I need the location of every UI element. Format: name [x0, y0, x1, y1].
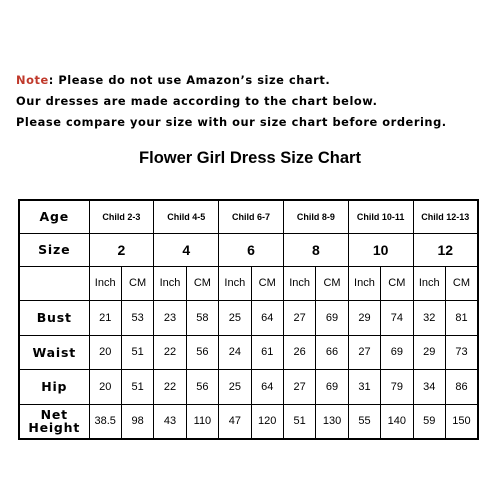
- height-inch: 59: [413, 404, 445, 439]
- unit-cm: CM: [445, 266, 478, 300]
- unit-inch: Inch: [219, 266, 251, 300]
- waist-cm: 51: [121, 335, 153, 369]
- size-cell: 4: [154, 233, 219, 266]
- height-header-line-1: Net: [40, 407, 68, 423]
- unit-cm: CM: [186, 266, 218, 300]
- waist-cm: 73: [445, 335, 478, 369]
- chart-title: Flower Girl Dress Size Chart: [139, 149, 361, 167]
- height-cm: 140: [381, 404, 413, 439]
- bust-cm: 81: [445, 300, 478, 335]
- unit-row-blank: [19, 266, 89, 300]
- size-cell: 8: [283, 233, 348, 266]
- height-cm: 98: [121, 404, 153, 439]
- size-cell: 12: [413, 233, 478, 266]
- hip-cm: 51: [121, 369, 153, 404]
- hip-inch: 31: [348, 369, 380, 404]
- hip-inch: 25: [219, 369, 251, 404]
- waist-inch: 26: [283, 335, 315, 369]
- height-cm: 110: [186, 404, 218, 439]
- unit-cm: CM: [381, 266, 413, 300]
- note-block: [16, 70, 486, 133]
- age-cell: Child 4-5: [154, 200, 219, 233]
- height-inch: 47: [219, 404, 251, 439]
- height-cm: 130: [316, 404, 348, 439]
- note-line-2: Our dresses are made according to the chart below.: [16, 94, 378, 108]
- waist-inch: 27: [348, 335, 380, 369]
- hip-inch: 22: [154, 369, 186, 404]
- age-header: Age: [19, 200, 89, 233]
- bust-inch: 29: [348, 300, 380, 335]
- unit-cm: CM: [121, 266, 153, 300]
- hip-row: [19, 369, 478, 404]
- hip-cm: 64: [251, 369, 283, 404]
- height-inch: 51: [283, 404, 315, 439]
- unit-inch: Inch: [283, 266, 315, 300]
- waist-cm: 69: [381, 335, 413, 369]
- unit-cm: CM: [251, 266, 283, 300]
- hip-cm: 56: [186, 369, 218, 404]
- waist-inch: 20: [89, 335, 121, 369]
- hip-inch: 27: [283, 369, 315, 404]
- size-cell: 10: [348, 233, 413, 266]
- waist-cm: 66: [316, 335, 348, 369]
- size-cell: 2: [89, 233, 154, 266]
- waist-cm: 61: [251, 335, 283, 369]
- note-line-1: [16, 70, 486, 91]
- size-row: [19, 233, 478, 266]
- unit-inch: Inch: [348, 266, 380, 300]
- hip-cm: 69: [316, 369, 348, 404]
- height-inch: 55: [348, 404, 380, 439]
- size-chart-table: [18, 199, 479, 440]
- height-header: [19, 404, 89, 439]
- bust-cm: 53: [121, 300, 153, 335]
- waist-cm: 56: [186, 335, 218, 369]
- bust-inch: 23: [154, 300, 186, 335]
- unit-inch: Inch: [413, 266, 445, 300]
- height-inch: 43: [154, 404, 186, 439]
- waist-inch: 22: [154, 335, 186, 369]
- size-cell: 6: [219, 233, 284, 266]
- bust-inch: 32: [413, 300, 445, 335]
- height-row: [19, 404, 478, 439]
- hip-inch: 20: [89, 369, 121, 404]
- bust-row: [19, 300, 478, 335]
- hip-header: Hip: [19, 369, 89, 404]
- age-cell: Child 6-7: [219, 200, 284, 233]
- age-row: [19, 200, 478, 233]
- hip-cm: 86: [445, 369, 478, 404]
- age-cell: Child 12-13: [413, 200, 478, 233]
- unit-cm: CM: [316, 266, 348, 300]
- bust-cm: 74: [381, 300, 413, 335]
- hip-inch: 34: [413, 369, 445, 404]
- age-cell: Child 10-11: [348, 200, 413, 233]
- waist-inch: 29: [413, 335, 445, 369]
- bust-cm: 58: [186, 300, 218, 335]
- waist-header: Waist: [19, 335, 89, 369]
- height-header-line-2: Height: [28, 420, 81, 436]
- bust-inch: 21: [89, 300, 121, 335]
- unit-inch: Inch: [154, 266, 186, 300]
- bust-inch: 25: [219, 300, 251, 335]
- height-cm: 120: [251, 404, 283, 439]
- bust-cm: 64: [251, 300, 283, 335]
- bust-header: Bust: [19, 300, 89, 335]
- note-label: Note: [16, 73, 49, 87]
- bust-inch: 27: [283, 300, 315, 335]
- note-line-3: Please compare your size with our size chart before ordering.: [16, 115, 447, 129]
- bust-cm: 69: [316, 300, 348, 335]
- unit-inch: Inch: [89, 266, 121, 300]
- unit-row: [19, 266, 478, 300]
- note-line-1-text: : Please do not use Amazon’s size chart.: [48, 73, 331, 87]
- hip-cm: 79: [381, 369, 413, 404]
- waist-inch: 24: [219, 335, 251, 369]
- age-cell: Child 8-9: [283, 200, 348, 233]
- waist-row: [19, 335, 478, 369]
- size-header: Size: [19, 233, 89, 266]
- age-cell: Child 2-3: [89, 200, 154, 233]
- height-inch: 38.5: [89, 404, 121, 439]
- height-cm: 150: [445, 404, 478, 439]
